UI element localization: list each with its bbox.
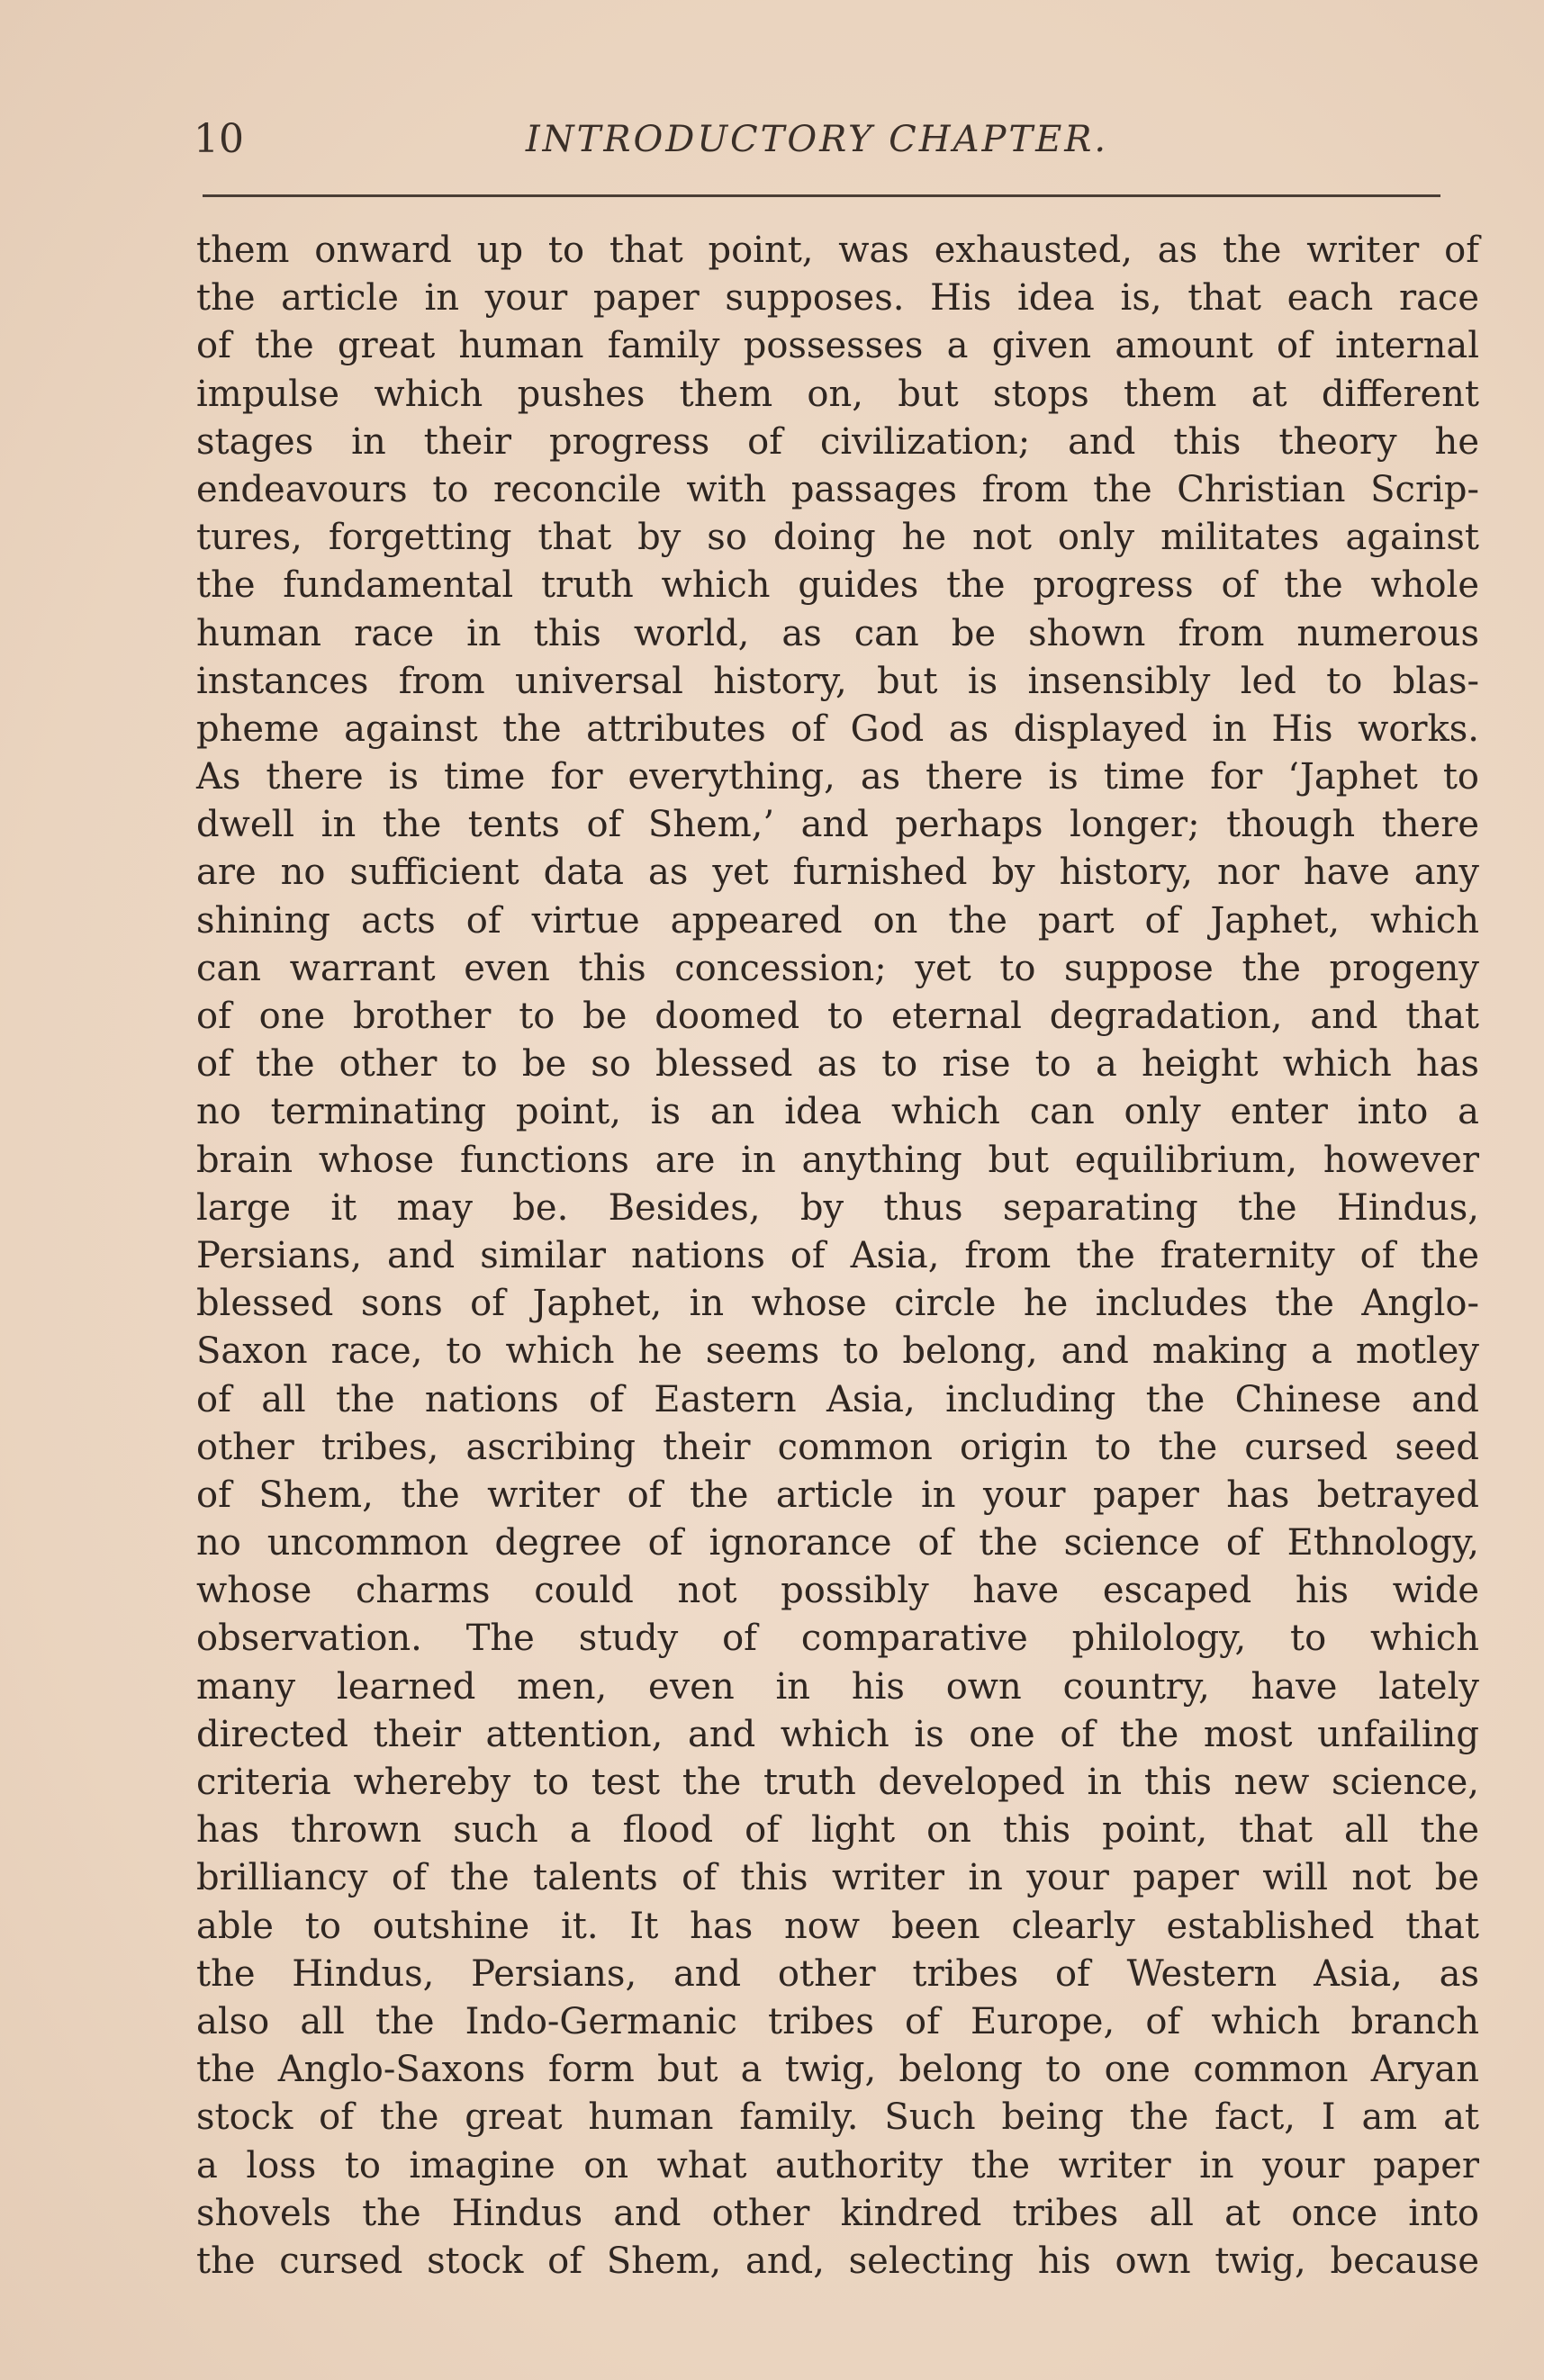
text-line: large it may be. Besides, by thus separating the Hindus, xyxy=(196,1186,1479,1229)
text-line: whose charms could not possibly have escaped his wide xyxy=(196,1570,1479,1612)
text-line: other tribes, ascribing their common origin to the cursed seed xyxy=(196,1426,1479,1468)
text-line: has thrown such a flood of light on this point, that all the xyxy=(196,1809,1479,1852)
text-line: also all the Indo-Germanic tribes of Europe, of which branch xyxy=(196,2000,1479,2042)
text-line: are no sufficient data as yet furnished by history, nor have any xyxy=(196,852,1479,894)
text-line: Persians, and similar nations of Asia, from the fraternity of the xyxy=(196,1234,1479,1276)
page-header xyxy=(194,113,1440,167)
text-line: many learned men, even in his own country, have lately xyxy=(196,1665,1479,1708)
text-line: impulse which pushes them on, but stops them at different xyxy=(196,373,1479,415)
text-line: pheme against the attributes of God as displayed in His works. xyxy=(196,708,1479,750)
text-line: blessed sons of Japhet, in whose circle he includes the Anglo- xyxy=(196,1283,1479,1325)
text-line: brilliancy of the talents of this writer in your paper will not be xyxy=(196,1857,1479,1899)
header-rule xyxy=(203,194,1440,197)
text-line: dwell in the tents of Shem,’ and perhaps longer; though there xyxy=(196,804,1479,846)
text-line: able to outshine it. It has now been clearly established that xyxy=(196,1905,1479,1947)
text-line: shovels the Hindus and other kindred tribes all at once into xyxy=(196,2192,1479,2234)
text-line: endeavours to reconcile with passages from the Christian Scrip- xyxy=(196,468,1479,510)
text-line: no uncommon degree of ignorance of the science of Ethnology, xyxy=(196,1522,1479,1564)
text-line: instances from universal history, but is insensibly led to blas- xyxy=(196,660,1479,702)
text-line: can warrant even this concession; yet to suppose the progeny xyxy=(196,947,1479,989)
text-line: stock of the great human family. Such being the fact, I am at xyxy=(196,2096,1479,2139)
text-line: of the great human family possesses a given amount of internal xyxy=(196,325,1479,367)
text-line: of one brother to be doomed to eternal degradation, and that xyxy=(196,996,1479,1037)
text-line: the Hindus, Persians, and other tribes of Western Asia, as xyxy=(196,1952,1479,1995)
text-line: As there is time for everything, as there is time for ‘Japhet to xyxy=(196,756,1479,798)
text-line: of the other to be so blessed as to rise to a height which has xyxy=(196,1043,1479,1086)
text-line: stages in their progress of civilization; and this theory he xyxy=(196,420,1479,463)
text-line: the fundamental truth which guides the progress of the whole xyxy=(196,564,1479,607)
text-line: brain whose functions are in anything but equilibrium, however xyxy=(196,1139,1479,1181)
text-line: the Anglo-Saxons form but a twig, belong to one common Aryan xyxy=(196,2049,1479,2091)
page-number: 10 xyxy=(194,116,244,162)
text-line: the article in your paper supposes. His idea is, that each race xyxy=(196,277,1479,320)
text-line: directed their attention, and which is one of the most unfailing xyxy=(196,1713,1479,1755)
running-head: INTRODUCTORY CHAPTER. xyxy=(525,119,1109,160)
text-line: of all the nations of Eastern Asia, including the Chinese and xyxy=(196,1378,1479,1420)
text-line: a loss to imagine on what authority the writer in your paper xyxy=(196,2144,1479,2186)
body-text xyxy=(196,227,1479,2285)
text-line: observation. The study of comparative philology, to which xyxy=(196,1618,1479,1660)
text-line: criteria whereby to test the truth developed in this new science, xyxy=(196,1762,1479,1803)
text-line: no terminating point, is an idea which can only enter into a xyxy=(196,1091,1479,1133)
text-line: shining acts of virtue appeared on the part of Japhet, which xyxy=(196,899,1479,942)
text-line: human race in this world, as can be shown from numerous xyxy=(196,612,1479,654)
text-line: tures, forgetting that by so doing he not only militates against xyxy=(196,517,1479,559)
text-line: them onward up to that point, was exhausted, as the writer of xyxy=(196,230,1479,271)
text-line: of Shem, the writer of the article in your paper has betrayed xyxy=(196,1474,1479,1516)
text-line: Saxon race, to which he seems to belong, and making a motley xyxy=(196,1330,1479,1373)
text-line: the cursed stock of Shem, and, selecting his own twig, because xyxy=(196,2240,1479,2282)
